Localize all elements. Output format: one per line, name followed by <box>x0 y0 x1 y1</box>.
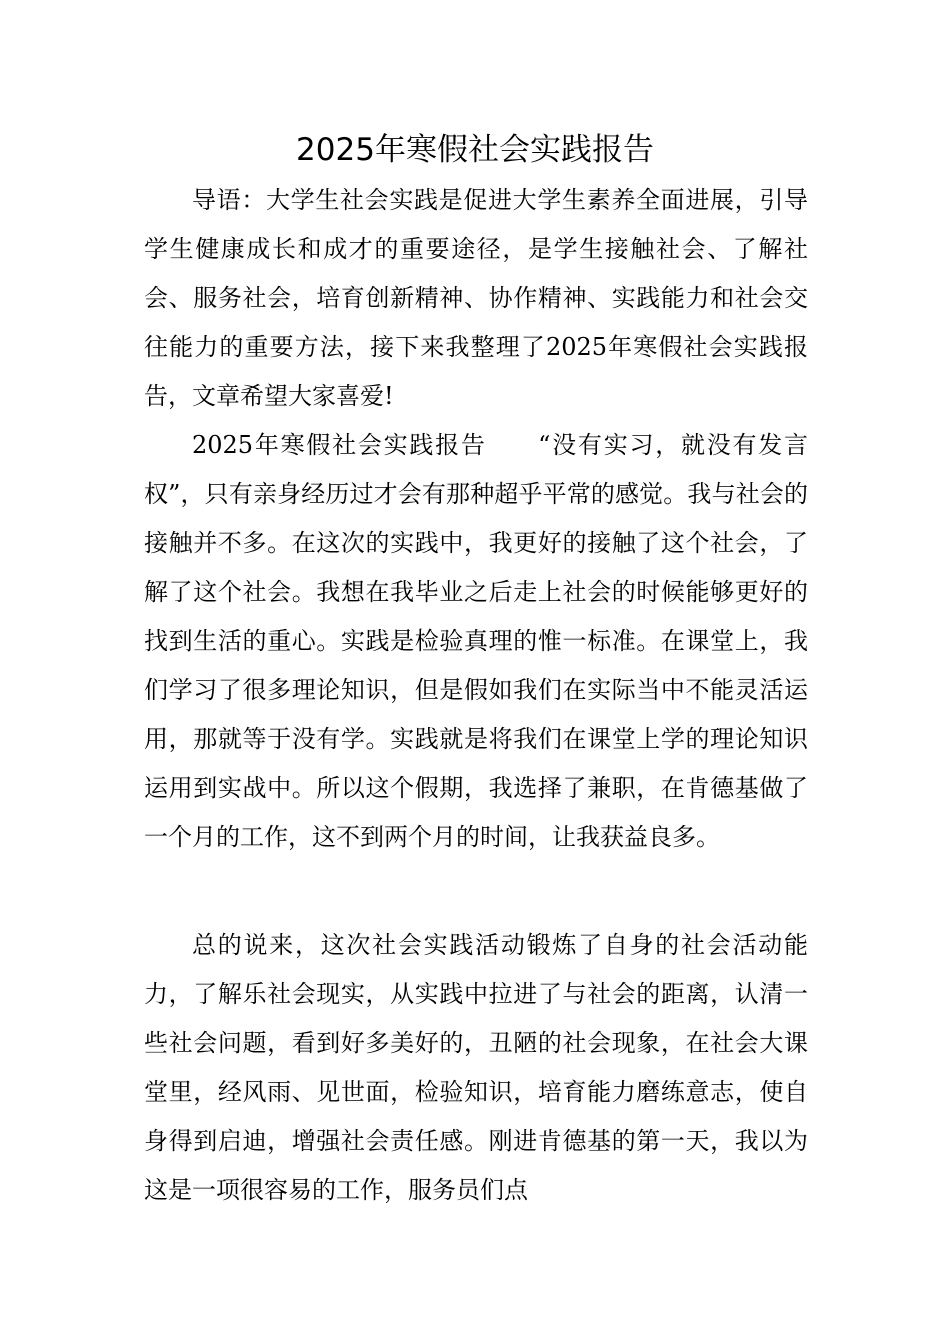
document-title: 2025年寒假社会实践报告 <box>296 132 654 168</box>
intro-paragraph: 导语：大学生社会实践是促进大学生素养全面进展，引导学生健康成长和成才的重要途径，是学生接触社会、了解社会、服务社会，培育创新精神、协作精神、实践能力和社会交往能力的重要方法，接下来我整理了2025年寒假社会实践报告，文章希望大家喜爱! <box>144 186 808 410</box>
summary-paragraph: 总的说来，这次社会实践活动锻炼了自身的社会活动能力，了解乐社会现实，从实践中拉进了与社会的距离，认清一些社会问题，看到好多美好的，丑陋的社会现象，在社会大课堂里，经风雨、见世面，检验知识，培育能力磨练意志，使自身得到启迪，增强社会责任感。刚进肯德基的第一天，我以为这是一项很容易的工作，服务员们点 <box>144 931 808 1204</box>
report-paragraph: 2025年寒假社会实践报告 “没有实习，就没有发言权”，只有亲身经历过才会有那种超乎平常的感觉。我与社会的接触并不多。在这次的实践中，我更好的接触了这个社会，了解了这个社会。我想在我毕业之后走上社会的时候能够更好的找到生活的重心。实践是检验真理的惟一标准。在课堂上，我们学习了很多理论知识，但是假如我们在实际当中不能灵活运用，那就等于没有学。实践就是将我们在课堂上学的理论知识运用到实战中。所以这个假期，我选择了兼职，在肯德基做了一个月的工作，这不到两个月的时间，让我获益良多。 <box>144 431 808 851</box>
